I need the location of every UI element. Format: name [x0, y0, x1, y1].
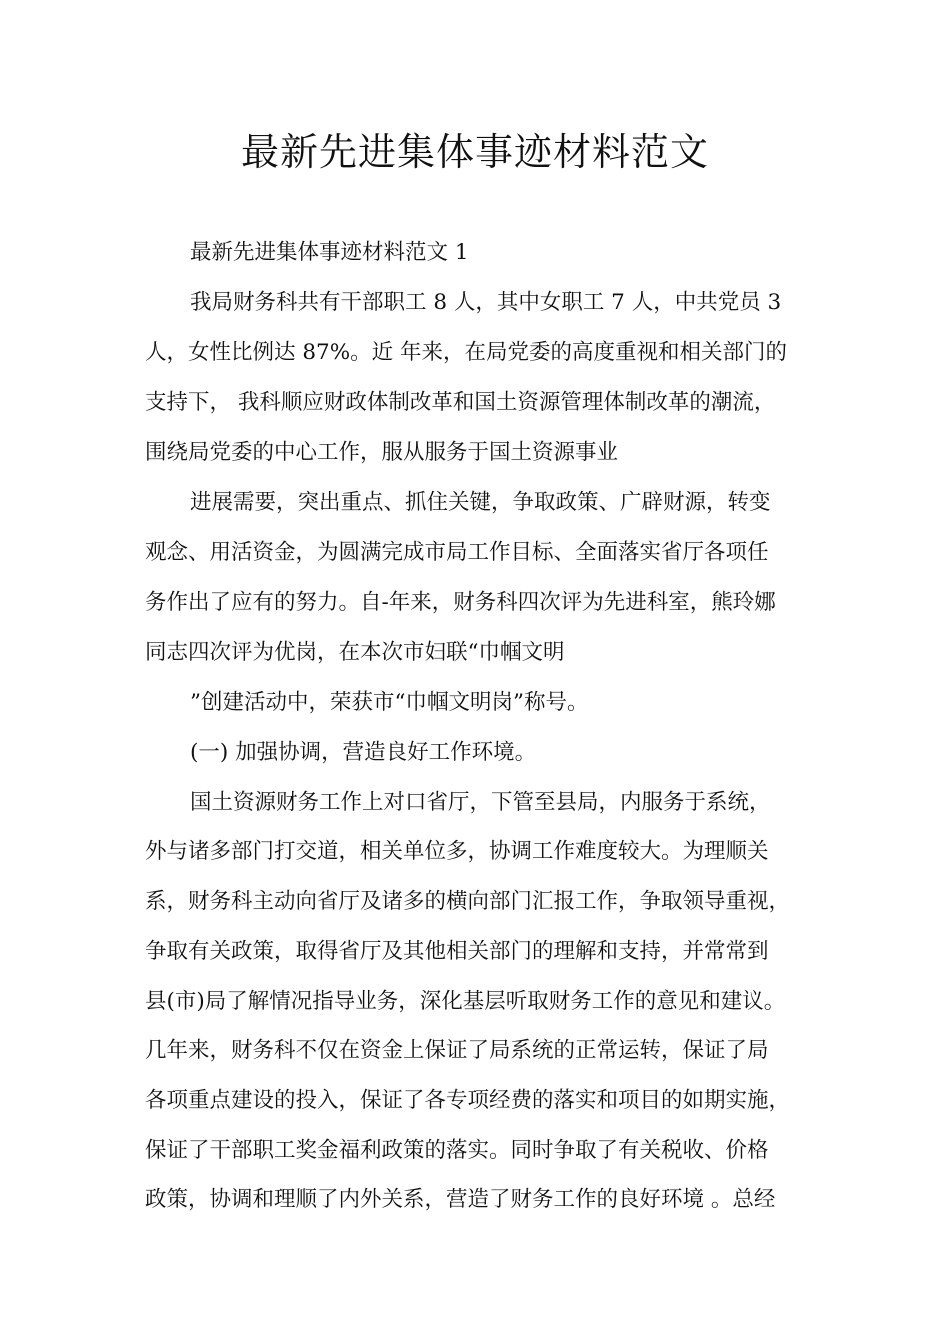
paragraph-line: 人，女性比例达 87%。近 年来，在局党委的高度重视和相关部门的 — [145, 340, 787, 365]
paragraph-line: 外与诸多部门打交道，相关单位多，协调工作难度较大。为理顺关 — [145, 839, 769, 864]
paragraph-line: 同志四次评为优岗，在本次市妇联“巾帼文明 — [145, 640, 565, 665]
paragraph-line: 观念、用活资金，为圆满完成市局工作目标、全面落实省厅各项任 — [145, 540, 769, 565]
paragraph-line: 政策，协调和理顺了内外关系，营造了财务工作的良好环境 。总经 — [145, 1187, 776, 1212]
paragraph-line: 支持下， 我科顺应财政体制改革和国土资源管理体制改革的潮流， — [145, 390, 776, 415]
paragraph-line: 争取有关政策，取得省厅及其他相关部门的理解和支持，并常常到 — [145, 939, 769, 964]
paragraph-line: 进展需要，突出重点、抓住关键，争取政策、广辟财源，转变 — [190, 490, 771, 515]
paragraph-line: 务作出了应有的努力。自-年来，财务科四次评为先进科室，熊玲娜 — [145, 590, 776, 615]
paragraph-line: 几年来，财务科不仅在资金上保证了局系统的正常运转，保证了局 — [145, 1038, 769, 1063]
paragraph-line: 系，财务科主动向省厅及诸多的横向部门汇报工作，争取领导重视， — [145, 889, 791, 914]
subsection-heading: (一) 加强协调，营造良好工作环境。 — [190, 740, 537, 765]
paragraph-line: 我局财务科共有干部职工 8 人，其中女职工 7 人，中共党员 3 — [190, 290, 782, 315]
paragraph-line: ”创建活动中，荣获市“巾帼文明岗”称号。 — [190, 690, 589, 715]
section-heading: 最新先进集体事迹材料范文 1 — [190, 240, 469, 265]
paragraph-line: 县(市)局了解情况指导业务，深化基层听取财务工作的意见和建议。 — [145, 989, 786, 1014]
paragraph-line: 围绕局党委的中心工作，服从服务于国土资源事业 — [145, 440, 619, 465]
document-title: 最新先进集体事迹材料范文 — [240, 130, 709, 174]
paragraph-line: 保证了干部职工奖金福利政策的落实。同时争取了有关税收、价格 — [145, 1138, 769, 1163]
paragraph-line: 国土资源财务工作上对口省厅，下管至县局，内服务于系统， — [190, 790, 771, 815]
paragraph-line: 各项重点建设的投入，保证了各专项经费的落实和项目的如期实施， — [145, 1088, 791, 1113]
